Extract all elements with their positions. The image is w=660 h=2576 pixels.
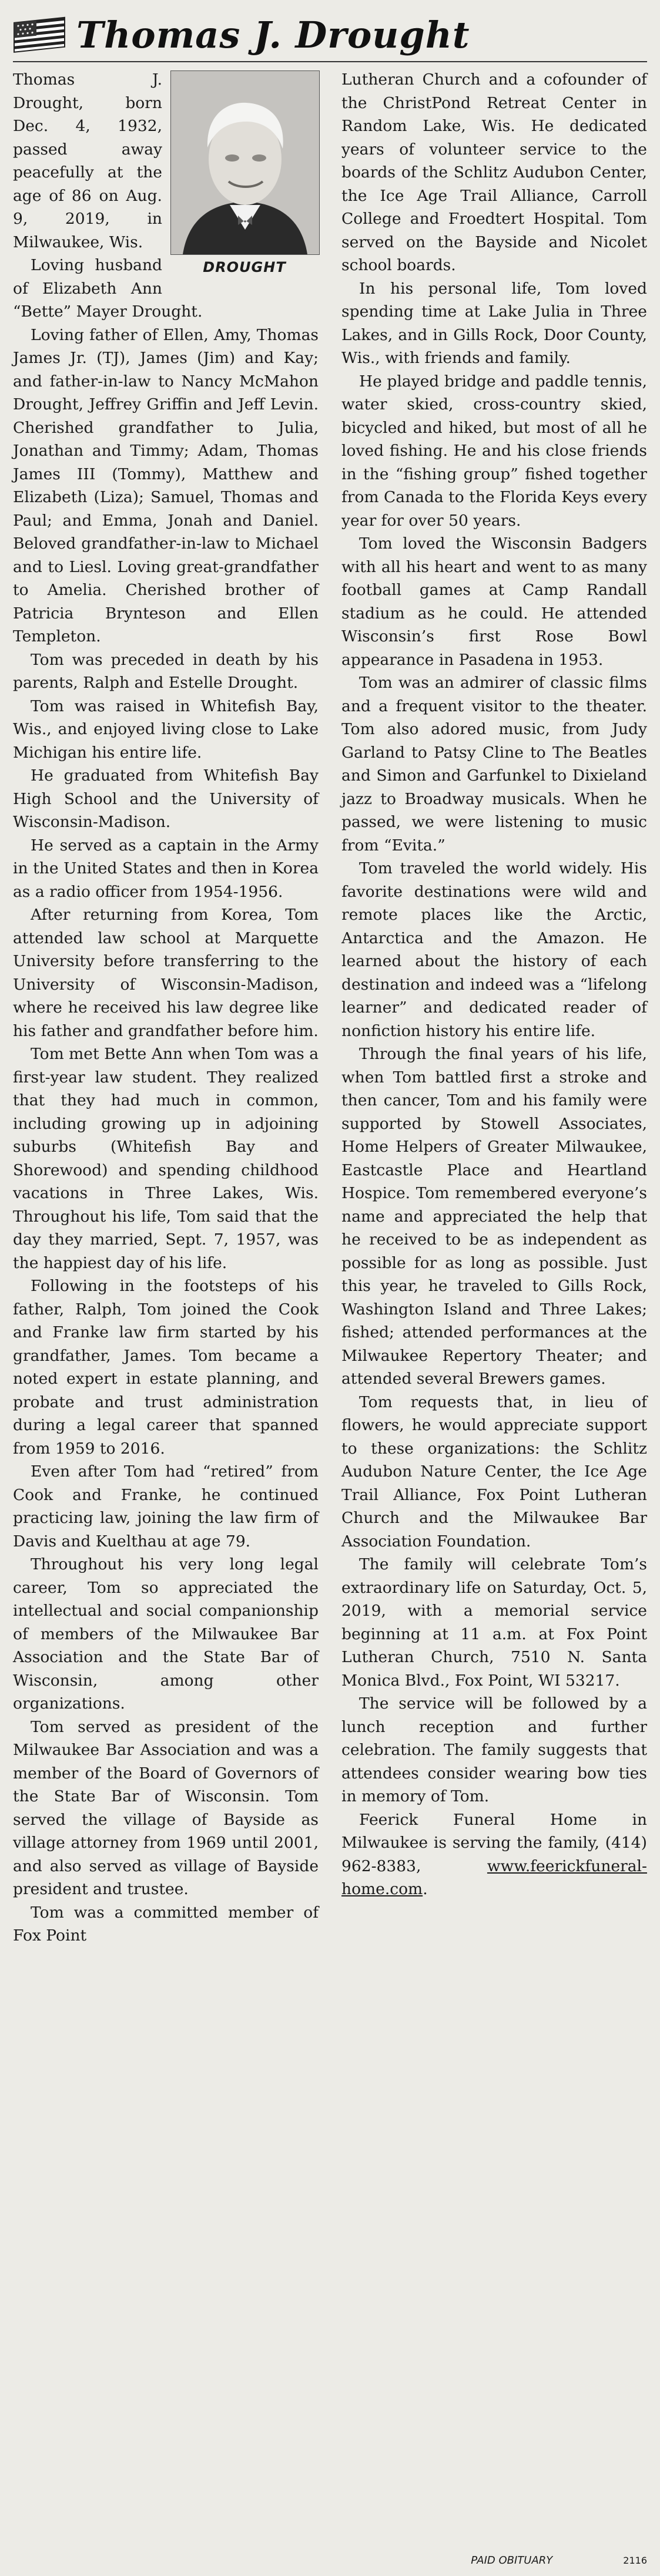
paragraph: Following in the footsteps of his father, Ralph, Tom joined the Cook and Franke law firm started by his grandfather, James. Tom became a noted expert in estate planning, and probate and trust administration during a legal career that spanned from 1959 to 2016. bbox=[13, 1277, 319, 1458]
paragraph: Even after Tom had “retired” from Cook and Franke, he continued practicing law, joining the law firm of Davis and Kuelthau at age 79. bbox=[13, 1462, 319, 1551]
american-flag-icon bbox=[13, 16, 67, 53]
portrait-photo bbox=[170, 70, 320, 255]
paragraph: After returning from Korea, Tom attended law school at Marquette University before transferring to the University of Wisconsin-Madison, where he received his law degree like his father and grandfather before him. bbox=[13, 906, 319, 1040]
obituary-title: Thomas J. Drought bbox=[76, 13, 470, 56]
paragraph: Tom was a committed member of Fox Point bbox=[13, 1903, 319, 1945]
obituary-header bbox=[13, 8, 647, 62]
portrait bbox=[170, 70, 319, 280]
obituary-columns bbox=[13, 68, 647, 1948]
paragraph: Tom served as president of the Milwaukee Bar Association and was a member of the Board of Governors of the State Bar of Wisconsin. Tom served the village of Bayside as village attorney from 1969 until 2001, and also served as village of Bayside president and trustee. bbox=[13, 1717, 319, 1898]
paragraph: He played bridge and paddle tennis, water skied, cross-country skied, bicycled and hiked, but most of all he loved fishing. He and his close friends in the “fishing group” fished together from Canada to the Florida Keys every year for over 50 years. bbox=[341, 372, 647, 530]
paragraph: He graduated from Whitefish Bay High School and the University of Wisconsin-Madison. bbox=[13, 766, 319, 831]
paragraph: Tom requests that, in lieu of flowers, he would appreciate support to these organizations: the Schlitz Audubon Nature Center, the Ice Age Trail Alliance, Fox Point Lutheran Church and the Milwaukee Bar Association Foundation. bbox=[341, 1393, 647, 1551]
paragraph: Tom traveled the world widely. His favorite destinations were wild and remote places like the Arctic, Antarctica and the Amazon. He learned about the history of each destination and indeed was a “lifelong learner” and dedicated reader of nonfiction history his entire life. bbox=[341, 859, 647, 1040]
funeral-home-text: Feerick Funeral Home in Milwaukee is serving the family, (414) 962-8383, bbox=[341, 1810, 647, 1875]
paragraph: Loving husband of Elizabeth Ann “Bette” Mayer Drought. bbox=[13, 256, 203, 321]
left-column bbox=[13, 68, 319, 1948]
paid-obituary-label: PAID OBITUARY bbox=[471, 2554, 553, 2567]
right-column bbox=[341, 68, 647, 1948]
paragraph: Throughout his very long legal career, Tom so appreciated the intellectual and social companionship of members of the Milwaukee Bar Association and the State Bar of Wisconsin, among other organizations. bbox=[13, 1555, 319, 1713]
paragraph: Tom loved the Wisconsin Badgers with all his heart and went to as many football games at Camp Randall stadium as he could. He attended Wisconsin’s first Rose Bowl appearance in Pasadena in 1953. bbox=[341, 534, 647, 669]
funeral-home-link[interactable]: www.feerickfuneral-home.com bbox=[341, 1857, 647, 1898]
paragraph: The service will be followed by a lunch reception and further celebration. The family suggests that attendees consider wearing bow ties in memory of Tom. bbox=[341, 1694, 647, 1805]
obituary-footer bbox=[13, 2554, 647, 2567]
paragraph: Tom met Bette Ann when Tom was a first-year law student. They realized that they had much in common, including growing up in adjoining suburbs (Whitefish Bay and Shorewood) and spending childhood vacations in Three Lakes, Wis. Throughout his life, Tom said that the day they married, Sept. 7, 1957, was the happiest day of his life. bbox=[13, 1045, 319, 1272]
paragraph: He served as a captain in the Army in the United States and then in Korea as a radio officer from 1954-1956. bbox=[13, 836, 319, 901]
paragraph: Tom was raised in Whitefish Bay, Wis., and enjoyed living close to Lake Michigan his entire life. bbox=[13, 697, 319, 762]
paragraph: Loving father of Ellen, Amy, Thomas James Jr. (TJ), James (Jim) and Kay; and father-in-law to Nancy McMahon Drought, Jeffrey Griffin and Jeff Levin. Cherished grandfather to Julia, Jonathan and Timmy; Adam, Thomas James III (Tommy), Matthew and Elizabeth (Liza); Samuel, Thomas and Paul; and Emma, Jonah and Daniel. Beloved grandfather-in-law to Michael and to Liesl. Loving great-grandfather to Amelia. Cherished brother of Patricia Brynteson and Ellen Templeton. bbox=[13, 325, 319, 645]
ad-code: 2116 bbox=[623, 2555, 647, 2566]
paragraph: Tom was an admirer of classic films and a frequent visitor to the theater. Tom also adored music, from Judy Garland to Patsy Cline to The Beatles and Simon and Garfunkel to Dixieland jazz to Broadway musicals. When he passed, we were listening to music from “Evita.” bbox=[341, 674, 647, 855]
funeral-home-period: . bbox=[423, 1880, 428, 1898]
portrait-caption: DROUGHT bbox=[203, 259, 286, 275]
paragraph: Through the final years of his life, when Tom battled first a stroke and then cancer, Tom and his family were supported by Stowell Associates, Home Helpers of Greater Milwaukee, Eastcastle Place and Heartland Hospice. Tom remembered everyone’s name and appreciated the help that he received to be as independent as possible for as long as possible. Just this year, he traveled to Gills Rock, Washington Island and Three Lakes; fished; attended performances at the Milwaukee Repertory Theater; and attended several Brewers games. bbox=[341, 1045, 647, 1388]
paragraph: In his personal life, Tom loved spending time at Lake Julia in Three Lakes, and in Gills Rock, Door County, Wis., with friends and family. bbox=[341, 279, 647, 367]
paragraph: The family will celebrate Tom’s extraordinary life on Saturday, Oct. 5, 2019, with a memorial service beginning at 11 a.m. at Fox Point Lutheran Church, 7510 N. Santa Monica Blvd., Fox Point, WI 53217. bbox=[341, 1555, 647, 1690]
funeral-home-paragraph bbox=[341, 1808, 647, 1901]
paragraph: Lutheran Church and a cofounder of the ChristPond Retreat Center in Random Lake, Wis. He dedicated years of volunteer service to the boards of the Schlitz Audubon Center, the Ice Age Trail Alliance, Carroll College and Froedtert Hospital. Tom served on the Bayside and Nicolet school boards. bbox=[341, 70, 647, 274]
paragraph: Tom was preceded in death by his parents, Ralph and Estelle Drought. bbox=[13, 650, 319, 692]
paragraph: Thomas J. Drought, born Dec. 4, 1932, passed away peacefully at the age of 86 on Aug. 9, 2019, in Milwaukee, Wis. bbox=[13, 70, 162, 251]
